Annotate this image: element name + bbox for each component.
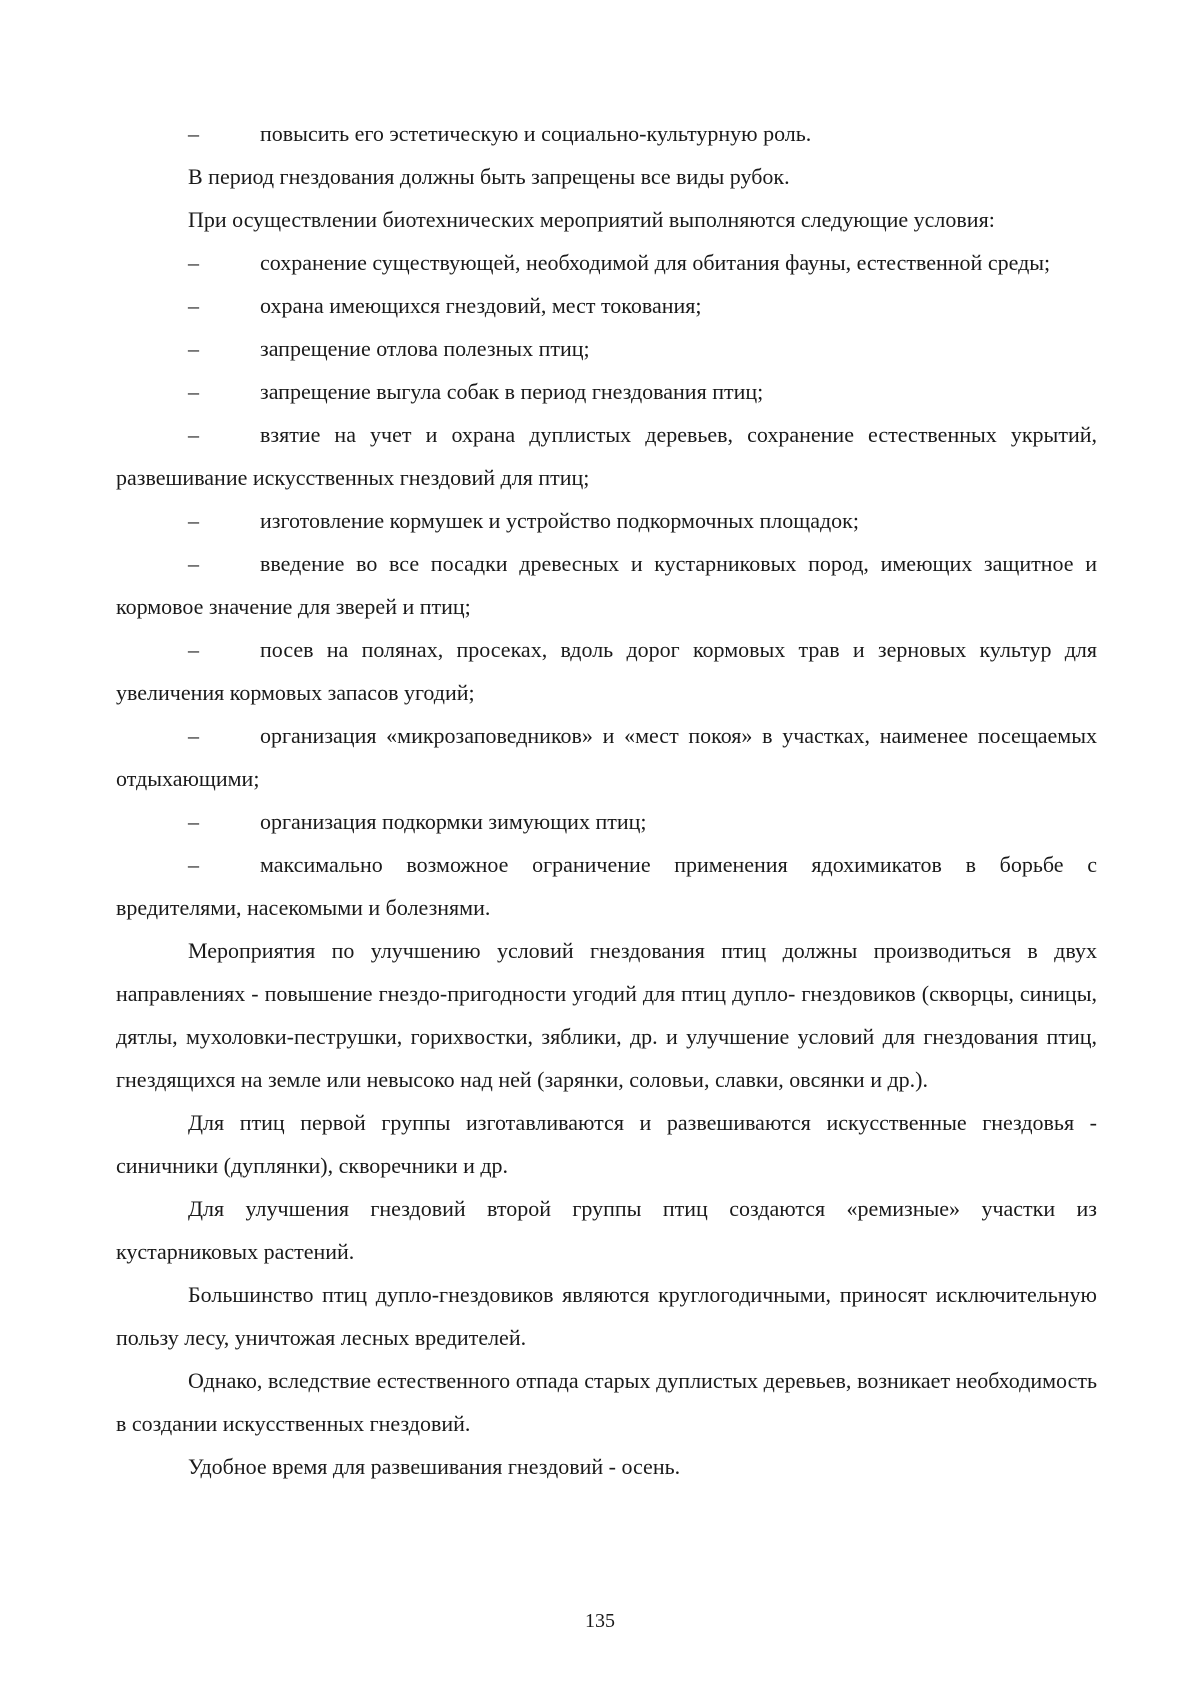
list-item-text: организация подкормки зимующих птиц;: [260, 809, 647, 834]
list-dash: –: [188, 250, 199, 275]
list-item: [116, 800, 1097, 843]
list-item: [116, 628, 1097, 714]
list-item-text: посев на полянах, просеках, вдоль дорог кормовых трав и зерновых культур для увеличения кормовых запасов угодий;: [116, 637, 1097, 705]
paragraph: Однако, вследствие естественного отпада старых дуплистых деревьев, возникает необходимость в создании искусственных гнездовий.: [116, 1368, 1097, 1436]
list-dash: –: [188, 293, 199, 318]
page-number: 135: [585, 1610, 615, 1632]
list-item: [116, 241, 1097, 284]
paragraph: Большинство птиц дупло-гнездовиков являются круглогодичными, приносят исключительную пользу лесу, уничтожая лесных вредителей.: [116, 1282, 1097, 1350]
paragraph: В период гнездования должны быть запрещены все виды рубок.: [188, 164, 790, 189]
list-item-text: изготовление кормушек и устройство подкормочных площадок;: [260, 508, 859, 533]
list-item-text: охрана имеющихся гнездовий, мест токования;: [260, 293, 702, 318]
paragraph: Для улучшения гнездовий второй группы птиц создаются «ремизные» участки из кустарниковых растений.: [116, 1196, 1097, 1264]
paragraph: Удобное время для развешивания гнездовий - осень.: [188, 1454, 681, 1479]
list-item-text: организация «микрозаповедников» и «мест покоя» в участках, наименее посещаемых отдыхающими;: [116, 723, 1097, 791]
list-item-text: взятие на учет и охрана дуплистых деревьев, сохранение естественных укрытий, развешивание искусственных гнездовий для птиц;: [116, 422, 1097, 490]
list-item: [116, 370, 1097, 413]
paragraph: Мероприятия по улучшению условий гнездования птиц должны производиться в двух направлениях - повышение гнездо-пригодности угодий для птиц дупло- гнездовиков (скворцы, синицы, дятлы, мухоловки-пеструшки, горихвостки, зяблики, др. и улучшение условий для гнездования птиц, гнездящихся на земле или невысоко над ней (зарянки, соловьи, славки, овсянки и др.).: [116, 938, 1097, 1092]
paragraph: При осуществлении биотехнических мероприятий выполняются следующие условия:: [188, 207, 995, 232]
list-item-text: запрещение выгула собак в период гнездования птиц;: [260, 379, 764, 404]
list-item: [116, 714, 1097, 800]
list-dash: –: [188, 508, 199, 533]
list-item: [116, 327, 1097, 370]
list-item: [116, 112, 1097, 155]
list-dash: –: [188, 637, 199, 662]
list-dash: –: [188, 809, 199, 834]
list-dash: –: [188, 379, 199, 404]
list-item-text: сохранение существующей, необходимой для обитания фауны, естественной среды;: [260, 250, 1051, 275]
list-item-text: повысить его эстетическую и социально-культурную роль.: [260, 121, 812, 146]
list-item: [116, 843, 1097, 929]
list-item: [116, 542, 1097, 628]
list-item: [116, 284, 1097, 327]
paragraph: Для птиц первой группы изготавливаются и развешиваются искусственные гнездовья - синичники (дуплянки), скворечники и др.: [116, 1110, 1097, 1178]
list-dash: –: [188, 551, 199, 576]
list-item: [116, 499, 1097, 542]
list-item-text: введение во все посадки древесных и кустарниковых пород, имеющих защитное и кормовое значение для зверей и птиц;: [116, 551, 1097, 619]
list-dash: –: [188, 336, 199, 361]
list-dash: –: [188, 121, 199, 146]
list-dash: –: [188, 723, 199, 748]
list-dash: –: [188, 422, 199, 447]
list-dash: –: [188, 852, 199, 877]
document-body: [116, 112, 1097, 1488]
list-item-text: максимально возможное ограничение применения ядохимикатов в борьбе с вредителями, насекомыми и болезнями.: [116, 852, 1097, 920]
list-item-text: запрещение отлова полезных птиц;: [260, 336, 590, 361]
list-item: [116, 413, 1097, 499]
